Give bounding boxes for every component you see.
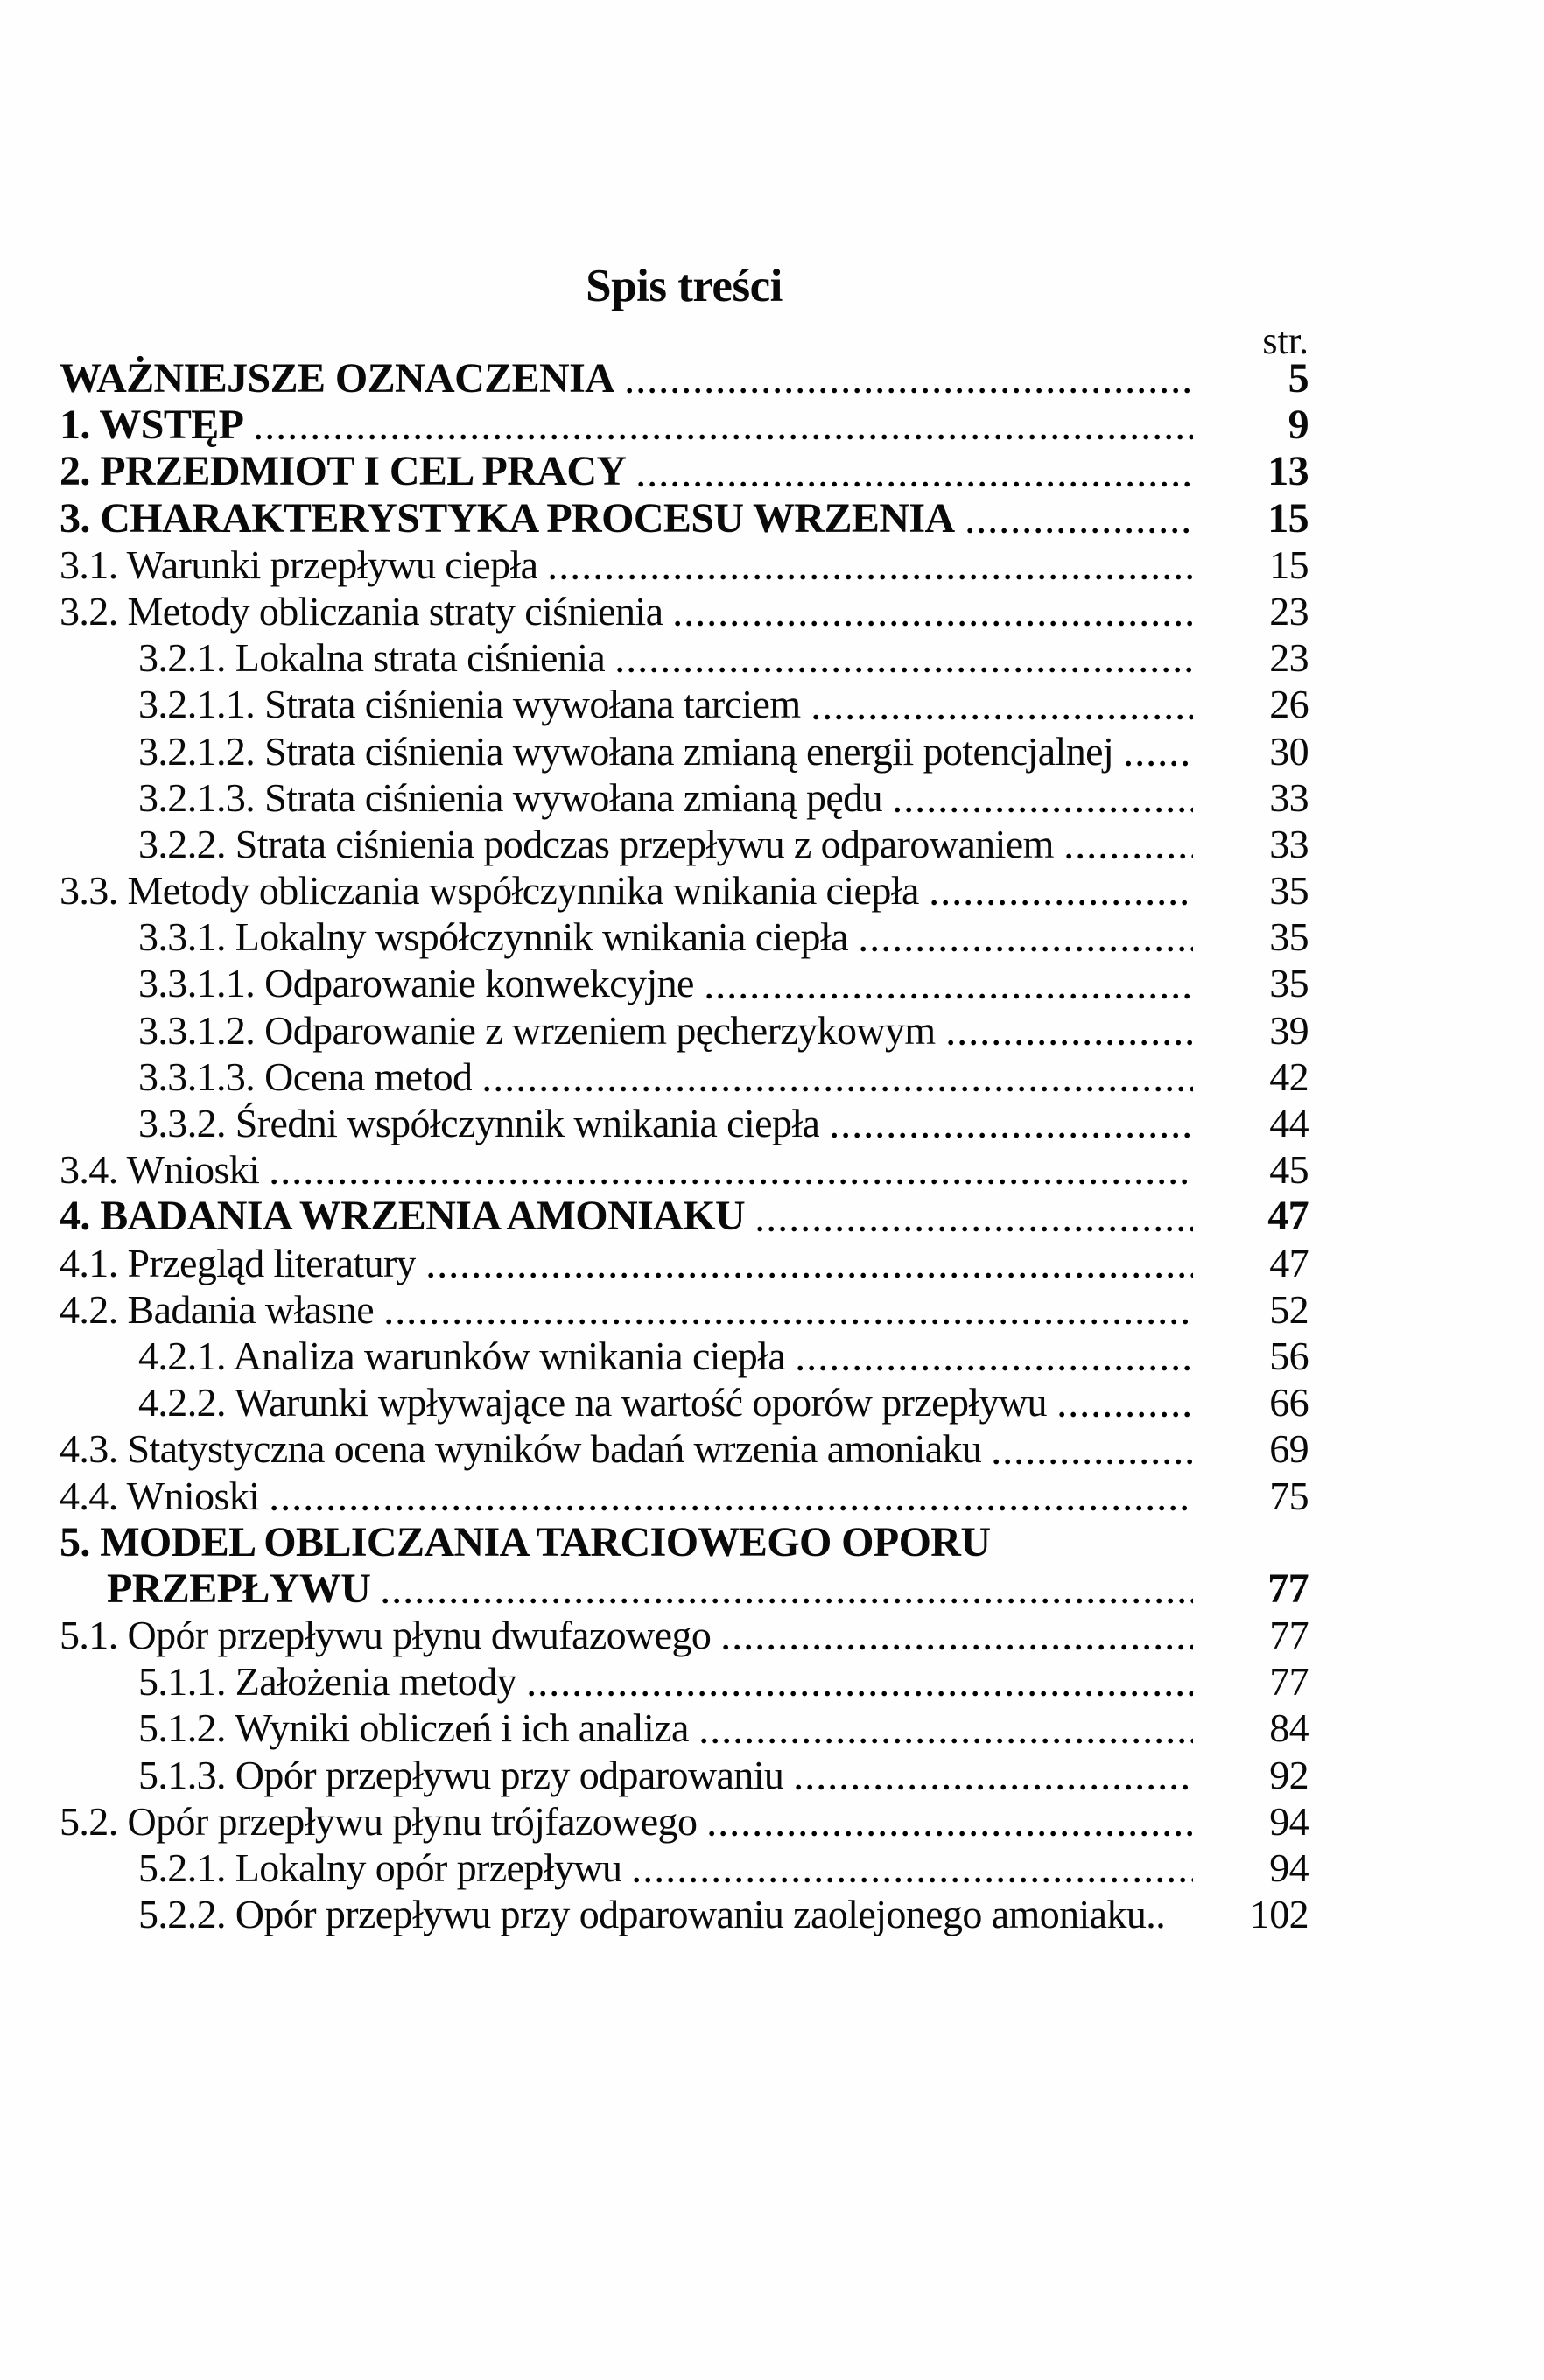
dot-leader (832, 1132, 1193, 1138)
toc-row (60, 448, 1309, 494)
page-column-header: str. (1262, 319, 1309, 362)
toc-row (60, 1658, 1309, 1704)
toc-entry-label: 4. BADANIA WRZENIA AMONIAKU (60, 1193, 746, 1240)
toc-entry-label: 3.2.1.1. Strata ciśnienia wywołana tarciem (138, 682, 801, 727)
toc-entry-label: 2. PRZEDMIOT I CEL PRACY (60, 448, 627, 495)
dot-leader (386, 1319, 1193, 1325)
dot-leader (382, 1598, 1193, 1604)
dot-leader (638, 481, 1193, 487)
toc-row (60, 1752, 1309, 1798)
page-number: 77 (1269, 1659, 1309, 1704)
page-number: 92 (1269, 1752, 1309, 1797)
page-number: 66 (1269, 1380, 1309, 1425)
toc-entry-label: 1. WSTĘP (60, 402, 244, 449)
page-number: 23 (1269, 588, 1309, 634)
toc-row (60, 1240, 1309, 1286)
toc-row (60, 588, 1309, 634)
page-title: Spis treści (586, 261, 783, 312)
toc-row (60, 1704, 1309, 1751)
toc-row (60, 542, 1309, 588)
toc-row (60, 495, 1309, 542)
toc-entry-label: 4.2.2. Warunki wpływające na wartość oporów przepływu (138, 1380, 1047, 1425)
toc-entry-label: 3.4. Wnioski (60, 1147, 260, 1193)
toc-entry-label: 5.1.3. Opór przepływu przy odparowaniu (138, 1752, 784, 1797)
dot-leader (706, 993, 1193, 999)
toc-row (60, 355, 1309, 402)
toc-entry-label: 4.1. Przegląd literatury (60, 1240, 417, 1285)
toc-entry-label: 3.2. Metody obliczania straty ciśnienia (60, 588, 663, 634)
dot-leader (271, 1179, 1193, 1185)
page-number: 84 (1269, 1705, 1309, 1751)
dot-leader (1177, 1923, 1193, 1929)
page-number: 56 (1269, 1333, 1309, 1378)
dot-leader (1126, 760, 1193, 766)
toc-entry-label: 5.1. Opór przepływu płynu dwufazowego (60, 1613, 712, 1658)
toc-row (60, 914, 1309, 960)
page-number: 45 (1269, 1147, 1309, 1193)
dot-leader (271, 1505, 1193, 1511)
toc-entry-label: 5.2.2. Opór przepływu przy odparowaniu zaolejonego amoniaku.. (138, 1892, 1166, 1937)
dot-leader (256, 434, 1193, 440)
toc-row (60, 1100, 1309, 1146)
dot-leader (797, 1365, 1193, 1371)
page-number: 15 (1267, 494, 1309, 542)
page-number: 26 (1269, 682, 1309, 727)
dot-leader (813, 714, 1193, 720)
dot-leader (675, 620, 1193, 626)
toc-row (60, 1425, 1309, 1472)
toc-row (60, 1146, 1309, 1193)
toc-entry-label: 3.3.1.2. Odparowanie z wrzeniem pęcherzykowym (138, 1007, 936, 1053)
page-number: 94 (1269, 1845, 1309, 1890)
toc-entry-label: 3.2.1.3. Strata ciśnienia wywołana zmianą pędu (138, 774, 882, 820)
toc-row (60, 1473, 1309, 1519)
toc-entry-label: 3.3.1.3. Ocena metod (138, 1054, 473, 1099)
page-number: 35 (1269, 914, 1309, 960)
page-number: 35 (1269, 961, 1309, 1006)
toc-entry-label: 5.1.1. Założenia metody (138, 1659, 517, 1704)
toc-entry-label: 3.2.2. Strata ciśnienia podczas przepływu z odparowaniem (138, 821, 1054, 866)
toc-entry-label: 4.3. Statystyczna ocena wyników badań wrzenia amoniaku (60, 1426, 982, 1472)
toc-row (60, 1379, 1309, 1425)
page-number: 42 (1269, 1054, 1309, 1099)
page-number: 52 (1269, 1286, 1309, 1332)
toc-row (60, 774, 1309, 821)
dot-leader (993, 1459, 1193, 1465)
toc-row (60, 821, 1309, 867)
dot-leader (701, 1738, 1193, 1744)
dot-leader (634, 1877, 1193, 1883)
dot-leader (484, 1086, 1193, 1092)
toc-entry-label: 5.2.1. Lokalny opór przepływu (138, 1845, 622, 1890)
toc-row (60, 1333, 1309, 1379)
page-number: 44 (1269, 1101, 1309, 1145)
toc-entry-label: 3. CHARAKTERYSTYKA PROCESU WRZENIA (60, 494, 955, 542)
toc-row (60, 1798, 1309, 1844)
dot-leader (550, 574, 1193, 580)
toc-row (60, 402, 1309, 448)
toc-row (60, 728, 1309, 774)
page-number: 39 (1269, 1007, 1309, 1053)
toc-entry-label: 3.3. Metody obliczania współczynnika wnikania ciepła (60, 868, 919, 914)
dot-leader (723, 1644, 1193, 1650)
toc-entry-label: 4.4. Wnioski (60, 1473, 260, 1518)
toc-row (60, 1891, 1309, 1937)
page-number: 77 (1267, 1564, 1309, 1612)
toc-entry-label: 5. MODEL OBLICZANIA TARCIOWEGO OPORU (60, 1518, 991, 1565)
toc-entry-label: 3.3.1. Lokalny współczynnik wnikania ciepła (138, 914, 848, 960)
toc-row (60, 1844, 1309, 1891)
page-number: 23 (1269, 635, 1309, 681)
dot-leader (1059, 1411, 1193, 1418)
toc-entry-label: 5.1.2. Wyniki obliczeń i ich analiza (138, 1705, 689, 1751)
toc-row (60, 1612, 1309, 1658)
dot-leader (931, 900, 1193, 906)
toc-row (60, 1286, 1309, 1333)
dot-leader (1002, 1551, 1193, 1558)
page-number: 94 (1269, 1798, 1309, 1844)
toc-row (60, 1193, 1309, 1239)
page-number: 77 (1269, 1613, 1309, 1658)
toc-entry-label: 4.2. Badania własne (60, 1286, 375, 1332)
dot-leader (529, 1690, 1193, 1697)
toc-entry-label: 3.1. Warunki przepływu ciepła (60, 542, 538, 587)
page-number: 69 (1269, 1426, 1309, 1472)
page-number: 47 (1269, 1240, 1309, 1285)
toc-entry-label: 3.3.1.1. Odparowanie konwekcyjne (138, 961, 694, 1006)
toc-entry-label: 5.2. Opór przepływu płynu trójfazowego (60, 1798, 698, 1844)
toc-entry-label: 3.2.1.2. Strata ciśnienia wywołana zmianą energii potencjalnej (138, 728, 1114, 774)
dot-leader (627, 388, 1193, 394)
toc-row (60, 1519, 1309, 1565)
dot-leader (757, 1226, 1193, 1232)
page-number: 102 (1249, 1892, 1309, 1937)
page-number: 33 (1269, 774, 1309, 820)
page-number: 30 (1269, 728, 1309, 774)
dot-leader (895, 807, 1193, 813)
toc-row (60, 1565, 1309, 1612)
toc-row (60, 1054, 1309, 1100)
toc-entry-label: 3.2.1. Lokalna strata ciśnienia (138, 635, 606, 681)
dot-leader (617, 667, 1193, 673)
page-number: 33 (1269, 821, 1309, 866)
toc-entry-label: WAŻNIEJSZE OZNACZENIA (60, 355, 615, 402)
toc-entry-label: 3.3.2. Średni współczynnik wnikania ciepła (138, 1101, 820, 1145)
toc-row (60, 960, 1309, 1006)
dot-leader (860, 946, 1193, 952)
page-number: 35 (1269, 868, 1309, 914)
toc-row (60, 1007, 1309, 1054)
page-number: 47 (1267, 1193, 1309, 1240)
toc-entry-label: PRZEPŁYWU (107, 1564, 371, 1612)
toc-row (60, 681, 1309, 727)
dot-leader (1066, 853, 1193, 859)
toc-row (60, 867, 1309, 914)
dot-leader (709, 1830, 1193, 1837)
page-number: 13 (1267, 448, 1309, 495)
table-of-contents (60, 355, 1309, 1937)
dot-leader (796, 1784, 1193, 1790)
dot-leader (428, 1272, 1193, 1278)
page-number: 75 (1269, 1473, 1309, 1518)
toc-entry-label: 4.2.1. Analiza warunków wnikania ciepła (138, 1333, 786, 1378)
dot-leader (948, 1040, 1193, 1046)
dot-leader (967, 528, 1193, 534)
page-number: 9 (1288, 402, 1309, 449)
toc-row (60, 634, 1309, 681)
page-number: 5 (1288, 355, 1309, 402)
page-number: 15 (1269, 542, 1309, 587)
